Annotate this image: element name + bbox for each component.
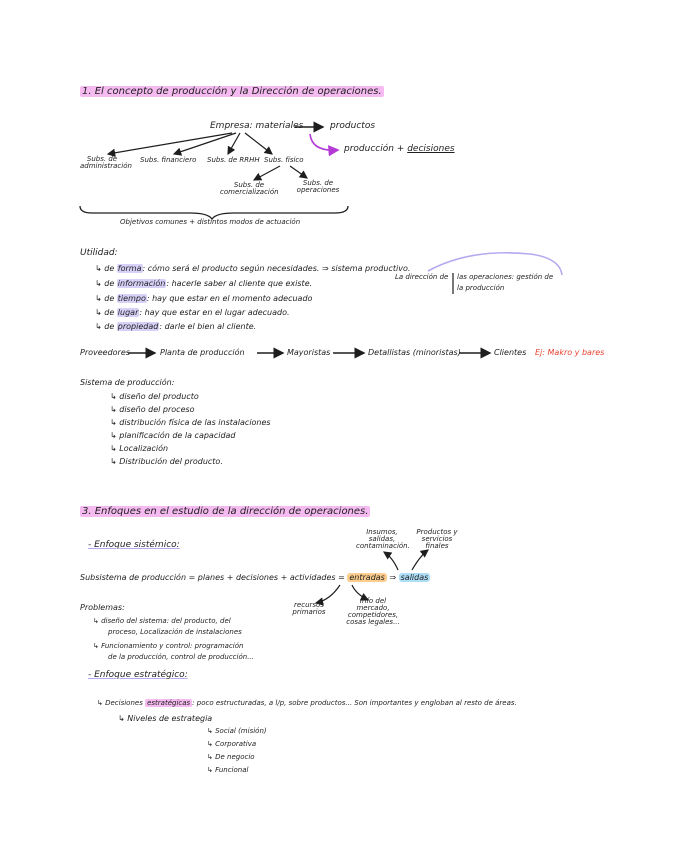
problema-funcionamiento: ↳ Funcionamiento y control: programación <box>93 642 244 650</box>
productos-servicios-note: Productos y servicios finales <box>416 528 458 550</box>
branch-oper <box>290 166 307 178</box>
info-mercado-note: Info del mercado, competidores, cosas legales... <box>346 597 400 626</box>
objetivos-label: Objetivos comunes + distintos modos de actuación <box>120 218 301 226</box>
chain-item-proveedores: Proveedores <box>80 348 130 357</box>
recursos-note: recursos primarios <box>292 601 326 616</box>
branch-fisico <box>245 133 272 154</box>
utilidad-item: ↳ de propiedad: darle el bien al cliente. <box>95 322 257 331</box>
sistema-item: ↳ diseño del proceso <box>110 405 195 414</box>
sub-rrhh-label: Subs. de RRHH <box>207 156 260 164</box>
nivel-item: ↳ De negocio <box>207 753 255 761</box>
sistema-title: Sistema de producción: <box>80 378 175 387</box>
problema-diseno: ↳ diseño del sistema: del producto, del <box>93 617 231 625</box>
branch-fin <box>174 133 236 154</box>
branch-admin <box>108 133 232 154</box>
problema-diseno-cont: proceso, Localización de instalaciones <box>108 628 242 636</box>
side-note-1: La dirección de <box>395 273 449 281</box>
produccion-decisiones: producción + decisiones <box>344 144 455 154</box>
utilidad-item: ↳ de lugar: hay que estar en el lugar adecuado. <box>95 308 290 317</box>
utilidad-item: ↳ de tiempo: hay que estar en el momento adecuado <box>95 294 313 303</box>
enfoque-estrategico-title: - Enfoque estratégico: <box>88 670 188 680</box>
sistema-item: ↳ planificación de la capacidad <box>110 431 236 440</box>
sub-admin-label: Subs. de administración <box>80 155 132 170</box>
sistema-item: ↳ distribución física de las instalaciones <box>110 418 271 427</box>
sub-comerc-label: Subs. de comercialización <box>220 181 279 196</box>
nivel-item: ↳ Funcional <box>207 766 249 774</box>
side-note-2: las operaciones: gestión de <box>457 273 554 281</box>
niveles-title: ↳ Niveles de estrategia <box>118 714 213 723</box>
sub-oper-label: Subs. de operaciones <box>296 179 340 194</box>
sub-fisico-label: Subs. físico <box>264 156 304 164</box>
problema-funcionamiento-cont: de la producción, control de producción... <box>108 653 254 661</box>
chain-item-planta: Planta de producción <box>160 348 245 357</box>
side-note-3: la producción <box>457 284 505 292</box>
subsistema-line: Subsistema de producción = planes + decisiones + actividades = entradas ⇒ salidas <box>80 573 429 582</box>
chain-example: Ej: Makro y bares <box>535 348 605 357</box>
enfoque-sistemico-title: - Enfoque sistémico: <box>88 540 180 550</box>
arrow-salidas-insumos <box>384 552 398 570</box>
branch-rrhh <box>228 133 240 154</box>
productos-label: productos <box>330 121 376 131</box>
empresa-label: Empresa: materiales <box>210 121 304 131</box>
utilidad-title: Utilidad: <box>80 248 118 258</box>
sistema-item: ↳ Localización <box>110 444 169 453</box>
sistema-item: ↳ diseño del producto <box>110 392 199 401</box>
sistema-item: ↳ Distribución del producto. <box>110 457 223 466</box>
arrow-salidas-productos <box>412 550 428 570</box>
branch-comerc <box>254 166 280 180</box>
nivel-item: ↳ Corporativa <box>207 740 257 748</box>
utilidad-item: ↳ de información: hacerle saber al cliente que existe. <box>95 279 313 288</box>
nivel-item: ↳ Social (misión) <box>207 727 267 735</box>
decisiones-line: ↳ Decisiones estratégicas : poco estructuradas, a l/p, sobre productos... Son importantes y engloban al resto de áreas. <box>97 699 517 707</box>
problemas-title: Problemas: <box>80 603 125 612</box>
arrow-purple-decisiones <box>310 134 338 150</box>
section3-title: 3. Enfoques en el estudio de la dirección de operaciones. <box>82 506 369 517</box>
insumos-note: Insumos, salidas, contaminación. <box>356 528 410 550</box>
utilidad-item: ↳ de forma: cómo será el producto según necesidades. ⇒ sistema productivo. <box>95 264 411 273</box>
chain-item-mayoristas: Mayoristas <box>287 348 331 357</box>
chain-item-detallistas: Detallistas (minoristas) <box>368 348 461 357</box>
section1-title: 1. El concepto de producción y la Dirección de operaciones. <box>82 86 382 97</box>
chain-item-clientes: Clientes <box>494 348 527 357</box>
curve-utilidad-note <box>428 253 562 275</box>
sub-fin-label: Subs. financiero <box>140 156 197 164</box>
